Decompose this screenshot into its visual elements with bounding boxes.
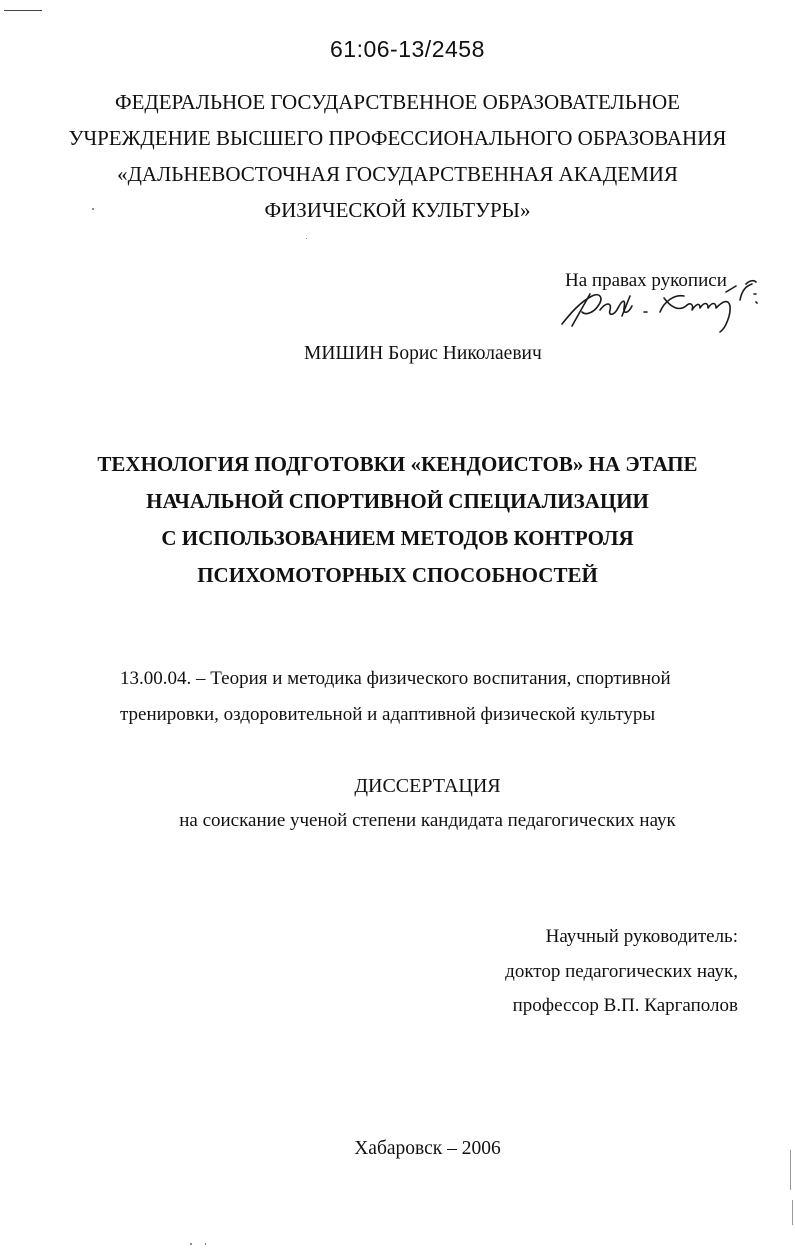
advisor-name: профессор В.П. Каргаполов — [512, 995, 738, 1016]
title-line: С ИСПОЛЬЗОВАНИЕМ МЕТОДОВ КОНТРОЛЯ — [161, 526, 634, 550]
title-line: НАЧАЛЬНОЙ СПОРТИВНОЙ СПЕЦИАЛИЗАЦИИ — [146, 489, 649, 513]
institution-line: «ДАЛЬНЕВОСТОЧНАЯ ГОСУДАРСТВЕННАЯ АКАДЕМИЯ — [117, 162, 678, 186]
dissertation-title — [0, 446, 795, 594]
advisor-degree: доктор педагогических наук, — [505, 960, 738, 982]
author-name: МИШИН Борис Николаевич — [304, 343, 542, 364]
title-line: ПСИХОМОТОРНЫХ СПОСОБНОСТЕЙ — [197, 563, 598, 587]
scan-speck — [306, 238, 307, 239]
institution-line: ФЕДЕРАЛЬНОЕ ГОСУДАРСТВЕННОЕ ОБРАЗОВАТЕЛЬНОЕ — [114, 90, 680, 114]
scan-speck — [205, 1243, 206, 1245]
scan-edge-line — [792, 1200, 793, 1225]
scan-edge-mark — [4, 10, 42, 11]
scientific-advisor — [505, 920, 738, 1024]
degree-purpose: на соискание ученой степени кандидата педагогических наук — [179, 810, 676, 831]
specialty-code-line: 13.00.04. – Теория и методика физического воспитания, спортивной — [120, 668, 671, 689]
handwritten-signature — [560, 272, 770, 334]
manuscript-note: На правах рукописи — [565, 270, 727, 291]
institution-name — [0, 84, 795, 228]
document-type: ДИССЕРТАЦИЯ — [354, 775, 501, 797]
institution-line: УЧРЕЖДЕНИЕ ВЫСШЕГО ПРОФЕССИОНАЛЬНОГО ОБРАЗОВАНИЯ — [68, 126, 727, 150]
catalog-code: 61:06-13/2458 — [330, 36, 485, 62]
scan-speck — [190, 1243, 192, 1245]
institution-line: ФИЗИЧЕСКОЙ КУЛЬТУРЫ» — [264, 198, 531, 222]
specialty-description-line: тренировки, оздоровительной и адаптивной физической культуры — [120, 704, 656, 725]
advisor-role: Научный руководитель: — [545, 926, 738, 947]
city-and-year: Хабаровск – 2006 — [354, 1138, 501, 1159]
title-line: ТЕХНОЛОГИЯ ПОДГОТОВКИ «КЕНДОИСТОВ» НА ЭТАПЕ — [97, 452, 698, 476]
